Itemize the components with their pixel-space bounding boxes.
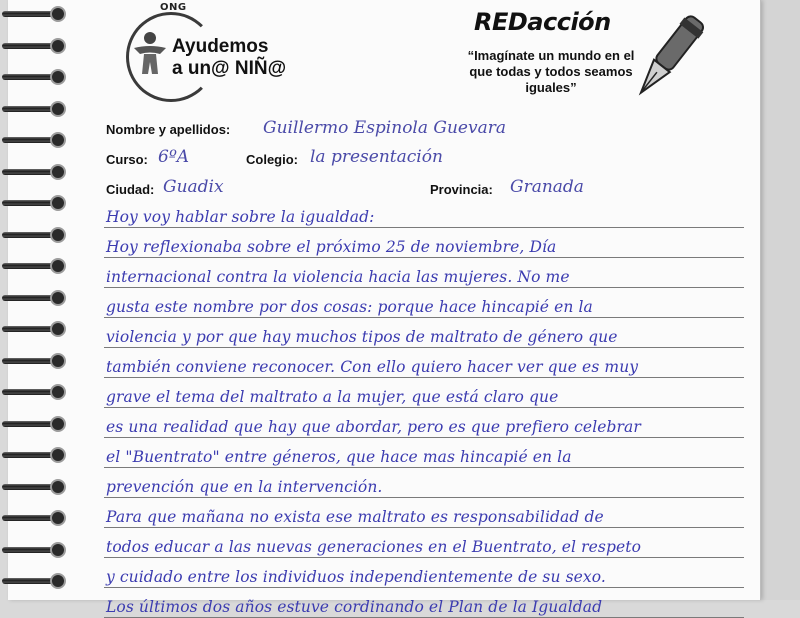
binding-ring-icon bbox=[2, 229, 64, 241]
redaccion-title: REDacción bbox=[474, 8, 611, 36]
binding-ring-icon bbox=[2, 40, 64, 52]
ruled-line bbox=[104, 497, 744, 498]
essay-line: gusta este nombre por dos cosas: porque hace hincapié en la bbox=[106, 298, 593, 316]
binding-ring-icon bbox=[2, 355, 64, 367]
name-label: Nombre y apellidos: bbox=[106, 122, 231, 137]
essay-line: Hoy reflexionaba sobre el próximo 25 de noviembre, Día bbox=[106, 238, 557, 256]
spiral-binding bbox=[0, 0, 70, 600]
binding-ring-icon bbox=[2, 449, 64, 461]
fountain-pen-icon bbox=[620, 6, 716, 110]
province-value: Granada bbox=[510, 177, 584, 197]
ruled-line bbox=[104, 287, 744, 288]
essay-line: Hoy voy hablar sobre la igualdad: bbox=[106, 208, 375, 226]
school-value: la presentación bbox=[310, 147, 443, 167]
binding-ring-icon bbox=[2, 103, 64, 115]
logo-ong-text: ONG bbox=[160, 2, 187, 13]
city-value: Guadix bbox=[163, 177, 224, 197]
city-label: Ciudad: bbox=[106, 182, 155, 197]
slogan-quote: “Imagínate un mundo en el que todas y todos seamos iguales” bbox=[467, 48, 635, 95]
binding-ring-icon bbox=[2, 292, 64, 304]
binding-ring-icon bbox=[2, 418, 64, 430]
binding-ring-icon bbox=[2, 8, 64, 20]
school-label: Colegio: bbox=[246, 152, 298, 167]
binding-ring-icon bbox=[2, 71, 64, 83]
ruled-line bbox=[104, 227, 744, 228]
background-margin bbox=[760, 0, 800, 600]
logo-name-line2: a un@ NIÑ@ bbox=[172, 58, 287, 79]
binding-ring-icon bbox=[2, 166, 64, 178]
essay-line: el "Buentrato" entre géneros, que hace mas hincapié en la bbox=[106, 448, 572, 466]
binding-ring-icon bbox=[2, 323, 64, 335]
ruled-line bbox=[104, 377, 744, 378]
essay-line: todos educar a las nuevas generaciones en el Buentrato, el respeto bbox=[106, 538, 642, 556]
essay-line: es una realidad que hay que abordar, pero es que prefiero celebrar bbox=[106, 418, 641, 436]
essay-line: internacional contra la violencia hacia las mujeres. No me bbox=[106, 268, 570, 286]
ruled-line bbox=[104, 527, 744, 528]
essay-line: grave el tema del maltrato a la mujer, que está claro que bbox=[106, 388, 559, 406]
binding-ring-icon bbox=[2, 512, 64, 524]
ruled-line bbox=[104, 587, 744, 588]
binding-ring-icon bbox=[2, 260, 64, 272]
binding-ring-icon bbox=[2, 386, 64, 398]
ruled-line bbox=[104, 437, 744, 438]
ruled-line bbox=[104, 467, 744, 468]
ruled-line bbox=[104, 347, 744, 348]
ruled-line bbox=[104, 317, 744, 318]
essay-line: y cuidado entre los individuos independientemente de su sexo. bbox=[106, 568, 606, 586]
binding-ring-icon bbox=[2, 134, 64, 146]
binding-ring-icon bbox=[2, 544, 64, 556]
course-label: Curso: bbox=[106, 152, 148, 167]
ruled-line bbox=[104, 257, 744, 258]
province-label: Provincia: bbox=[430, 182, 493, 197]
logo-name-line1: Ayudemos bbox=[172, 36, 269, 57]
name-value: Guillermo Espinola Guevara bbox=[263, 118, 506, 138]
ruled-line bbox=[104, 407, 744, 408]
ruled-line bbox=[104, 557, 744, 558]
essay-line: Para que mañana no exista ese maltrato es responsabilidad de bbox=[106, 508, 604, 526]
notebook-page bbox=[8, 0, 761, 616]
child-figure-icon bbox=[130, 30, 170, 78]
course-value: 6ºA bbox=[158, 147, 190, 167]
binding-ring-icon bbox=[2, 197, 64, 209]
essay-line: también conviene reconocer. Con ello quiero hacer ver que es muy bbox=[106, 358, 639, 376]
essay-line: prevención que en la intervención. bbox=[106, 478, 383, 496]
binding-ring-icon bbox=[2, 481, 64, 493]
binding-ring-icon bbox=[2, 575, 64, 587]
essay-line: violencia y por que hay muchos tipos de maltrato de género que bbox=[106, 328, 618, 346]
essay-line: Los últimos dos años estuve cordinando el Plan de la Igualdad bbox=[106, 598, 603, 616]
